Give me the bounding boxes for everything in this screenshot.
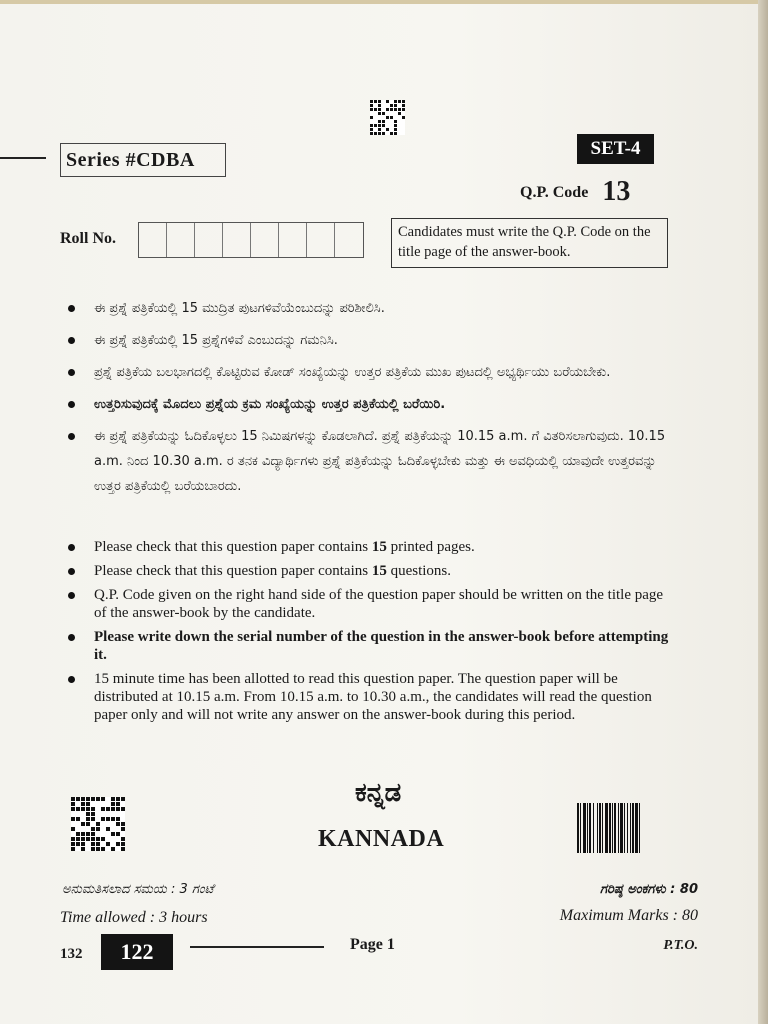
instruction-item-kannada: ಈ ಪ್ರಶ್ನೆ ಪತ್ರಿಕೆಯಲ್ಲಿ 15 ಪ್ರಶ್ನೆಗಳಿವೆ ಎಂಬುದನ್ನು ಗಮನಿಸಿ.: [62, 328, 682, 353]
qp-code: [520, 176, 630, 208]
series-label: Series #CDBA: [60, 143, 226, 177]
roll-number-boxes[interactable]: [138, 222, 364, 258]
instruction-item-kannada: ಪ್ರಶ್ನೆ ಪತ್ರಿಕೆಯ ಬಲಭಾಗದಲ್ಲಿ ಕೊಟ್ಟಿರುವ ಕೋಡ್ ಸಂಖ್ಯೆಯನ್ನು ಉತ್ತರ ಪತ್ರಿಕೆಯ ಮುಖ ಪುಟದಲ್ಲಿ ಅಭ್ಯರ್ಥಿಯು ಬರೆಯಬೇಕು.: [62, 360, 682, 385]
maximum-marks-kannada: ಗರಿಷ್ಠ ಅಂಕಗಳು : 80: [599, 882, 698, 897]
page-number: Page 1: [350, 936, 395, 953]
roll-number-label: Roll No.: [60, 230, 116, 247]
instruction-item-english: [62, 586, 674, 622]
qp-code-value: 13: [602, 176, 631, 207]
instruction-item-english: [62, 670, 674, 724]
roll-number-box[interactable]: [167, 223, 195, 257]
roll-number-box[interactable]: [335, 223, 363, 257]
instruction-text: Please check that this question paper contains: [94, 539, 372, 555]
instruction-item-english: [62, 538, 674, 556]
qr-code-icon-top: [370, 100, 405, 135]
roll-number-box[interactable]: [251, 223, 279, 257]
maximum-marks-english: Maximum Marks : 80: [559, 907, 698, 924]
roll-number-box[interactable]: [195, 223, 223, 257]
header-left-rule: [0, 157, 46, 159]
instructions-kannada: [62, 296, 682, 506]
instruction-emphasis: 15: [371, 563, 387, 579]
subject-title-kannada: ಕನ್ನಡ: [355, 778, 402, 808]
barcode-bar: [640, 803, 642, 853]
instruction-item-kannada: ಈ ಪ್ರಶ್ನೆ ಪತ್ರಿಕೆಯನ್ನು ಓದಿಕೊಳ್ಳಲು 15 ನಿಮಿಷಗಳನ್ನು ಕೊಡಲಾಗಿದೆ. ಪ್ರಶ್ನೆ ಪತ್ರಿಕೆಯನ್ನು 10.15 a.m. ಗೆ ವಿತರಿಸಲಾಗುವುದು. 10.15 a.m. ನಿಂದ 10.30 a.m. ರ ತನಕ ವಿದ್ಯಾರ್ಥಿಗಳು ಪ್ರಶ್ನೆ ಪತ್ರಿಕೆಯನ್ನು ಓದಿಕೊಳ್ಳಬೇಕು ಮತ್ತು ಈ ಅವಧಿಯಲ್ಲಿ ಯಾವುದೇ ಉತ್ತರವನ್ನು ಉತ್ತರ ಪತ್ರಿಕೆಯಲ್ಲಿ ಬರೆಯಬಾರದು.: [62, 424, 682, 499]
pto-label: P.T.O.: [663, 938, 698, 953]
instruction-text: Q.P. Code given on the right hand side of the question paper should be written on the title page of the answer-book by the candidate.: [94, 587, 664, 621]
set-badge: SET-4: [577, 134, 654, 164]
footer-code-number: 132: [60, 946, 83, 962]
roll-number-box[interactable]: [223, 223, 251, 257]
subject-title-english: KANNADA: [318, 826, 445, 852]
instruction-item-kannada: ಈ ಪ್ರಶ್ನೆ ಪತ್ರಿಕೆಯಲ್ಲಿ 15 ಮುದ್ರಿತ ಪುಟಗಳಿವೆಯೆಂಬುದನ್ನು ಪರಿಶೀಲಿಸಿ.: [62, 296, 682, 321]
qp-code-note: Candidates must write the Q.P. Code on the title page of the answer-book.: [391, 218, 668, 268]
qr-code-icon-bottom: [71, 797, 125, 851]
instruction-text: Please check that this question paper contains: [94, 563, 372, 579]
instructions-english: [62, 538, 674, 730]
roll-number-box[interactable]: [139, 223, 167, 257]
qp-code-label: Q.P. Code: [520, 184, 589, 201]
time-allowed-kannada: ಅನುಮತಿಸಲಾದ ಸಮಯ : 3 ಗಂಟೆ: [62, 882, 214, 897]
instruction-emphasis: Please write down the serial number of the question in the answer-book before attempting it.: [94, 629, 669, 663]
footer-code-badge: 122: [101, 934, 173, 970]
instruction-item-english: [62, 628, 674, 664]
instruction-text: questions.: [386, 563, 452, 579]
instruction-text: 15 minute time has been allotted to read this question paper. The question paper will be distributed at 10.15 a.m. From 10.15 a.m. to 10.30 a.m., the candidates will read the question paper only and will not write any answer on the answer-book during this period.: [94, 671, 652, 723]
instruction-text: printed pages.: [386, 539, 475, 555]
roll-number-box[interactable]: [279, 223, 307, 257]
barcode-icon: [577, 803, 695, 853]
instruction-item-english: [62, 562, 674, 580]
roll-number-box[interactable]: [307, 223, 335, 257]
instruction-emphasis: 15: [371, 539, 387, 555]
footer-rule: [190, 946, 324, 948]
instruction-item-kannada: ಉತ್ತರಿಸುವುದಕ್ಕೆ ಮೊದಲು ಪ್ರಶ್ನೆಯ ಕ್ರಮ ಸಂಖ್ಯೆಯನ್ನು ಉತ್ತರ ಪತ್ರಿಕೆಯಲ್ಲಿ ಬರೆಯಿರಿ.: [62, 392, 682, 417]
time-allowed-english: Time allowed : 3 hours: [60, 909, 208, 926]
paper-edge-shadow: [758, 0, 768, 1024]
